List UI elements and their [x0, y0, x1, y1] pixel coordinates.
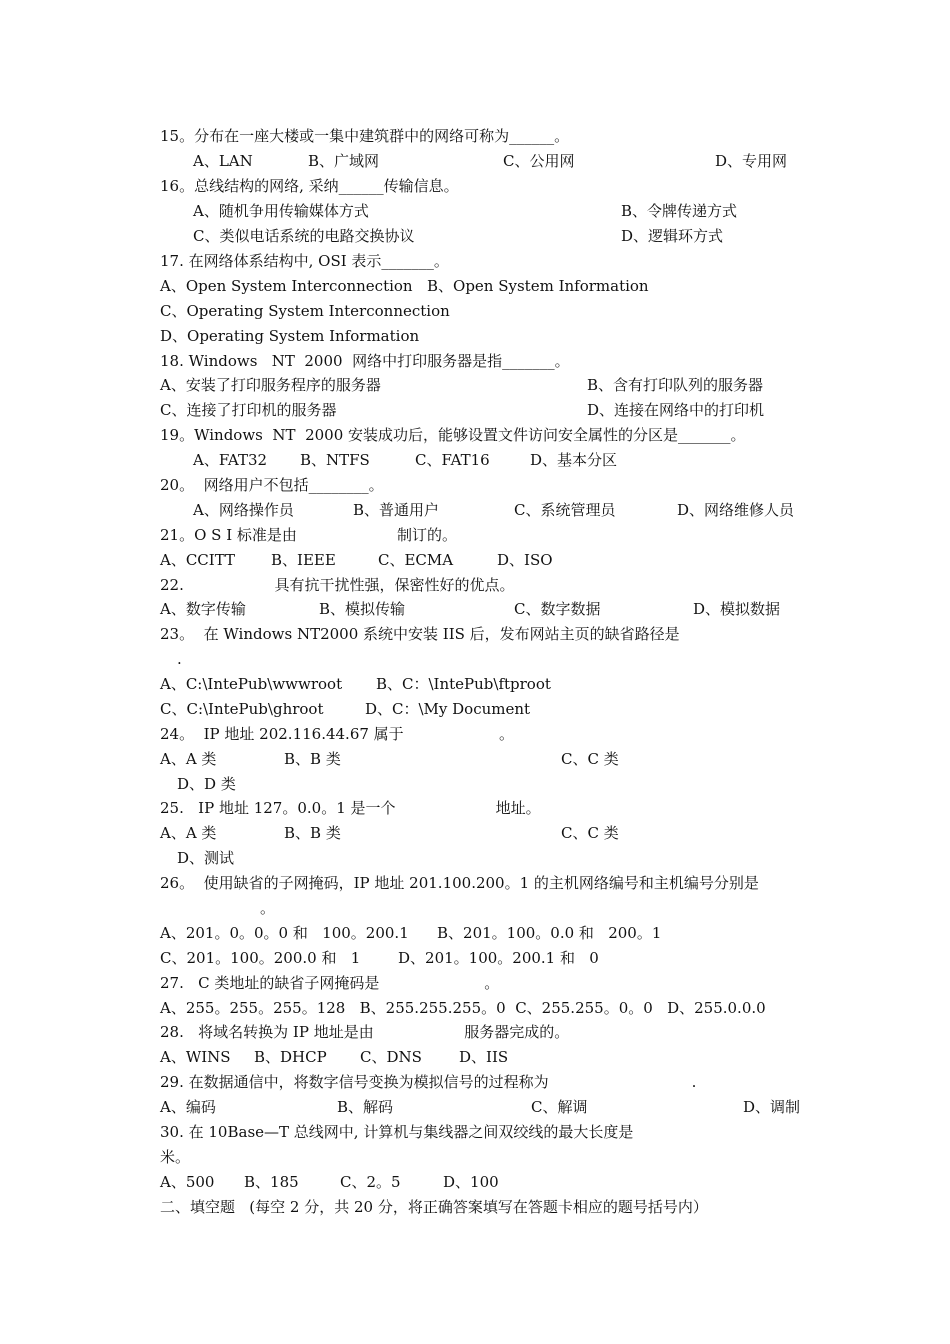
question-24-option-c: C、C 类 [561, 750, 619, 768]
question-20-option-a: A、网络操作员 [193, 501, 294, 519]
question-17-option-b: B、Open System Information [427, 277, 649, 295]
question-15-option-c: C、公用网 [503, 152, 575, 170]
question-22-option-a: A、数字传输 [160, 600, 246, 618]
question-18-stem: 18. Windows NT 2000 网络中打印服务器是指_______。 [160, 352, 570, 370]
question-16-option-a: A、随机争用传输媒体方式 [193, 202, 369, 220]
question-28-stem: 28. 将域名转换为 IP 地址是由 服务器完成的。 [160, 1023, 570, 1041]
question-23-option-a: A、C:\IntePub\wwwroot [160, 675, 343, 693]
question-28-option-a: A、WINS [160, 1048, 231, 1066]
question-24-option-a: A、A 类 [160, 750, 217, 768]
question-29-option-b: B、解码 [337, 1098, 394, 1116]
question-29-option-d: D、调制 [743, 1098, 801, 1116]
question-30-option-c: C、2。5 [340, 1173, 401, 1191]
question-29-option-a: A、编码 [160, 1098, 216, 1116]
question-16-option-c: C、类似电话系统的电路交换协议 [193, 227, 415, 245]
question-19-option-b: B、NTFS [300, 451, 370, 469]
question-18-option-d: D、连接在网络中的打印机 [587, 401, 765, 419]
question-25-stem: 25. IP 地址 127。0.0。1 是一个 地址。 [160, 799, 541, 817]
question-17-stem: 17. 在网络体系结构中, OSI 表示_______。 [160, 252, 449, 270]
question-26-stem: 26。 使用缺省的子网掩码，IP 地址 201.100.200。1 的主机网络编号和主机编号分别是 [160, 874, 759, 892]
question-18-option-b: B、含有打印队列的服务器 [587, 376, 764, 394]
question-24-option-b: B、B 类 [284, 750, 341, 768]
question-15-option-b: B、广域网 [308, 152, 380, 170]
question-17-option-a: A、Open System Interconnection [160, 277, 413, 295]
question-25-option-b: B、B 类 [284, 824, 341, 842]
question-28-option-b: B、DHCP [254, 1048, 327, 1066]
question-26-option-c: C、201。100。200.0 和 1 [160, 949, 361, 967]
question-26-option-b: B、201。100。0.0 和 200。1 [437, 924, 662, 942]
question-25-option-a: A、A 类 [160, 824, 217, 842]
question-30-option-d: D、100 [443, 1173, 499, 1191]
question-22-option-c: C、数字数据 [514, 600, 601, 618]
question-16-option-d: D、逻辑环方式 [621, 227, 724, 245]
question-26-stem-continued: 。 [260, 899, 276, 917]
question-29-option-c: C、解调 [531, 1098, 588, 1116]
question-24-option-d: D、D 类 [177, 775, 236, 793]
question-22-stem: 22. 具有抗干扰性强，保密性好的优点。 [160, 576, 515, 594]
question-26-option-d: D、201。100。200.1 和 0 [398, 949, 599, 967]
question-20-stem: 20。 网络用户不包括________。 [160, 476, 384, 494]
question-20-option-b: B、普通用户 [353, 501, 440, 519]
question-20-option-d: D、网络维修人员 [677, 501, 795, 519]
question-30-option-b: B、185 [244, 1173, 299, 1191]
question-21-option-b: B、IEEE [271, 551, 336, 569]
question-17-option-c: C、Operating System Interconnection [160, 302, 450, 320]
question-25-option-c: C、C 类 [561, 824, 619, 842]
question-30-option-a: A、500 [160, 1173, 215, 1191]
question-21-option-c: C、ECMA [378, 551, 454, 569]
question-30-stem: 30. 在 10Base—T 总线网中, 计算机与集线器之间双绞线的最大长度是 [160, 1123, 634, 1141]
question-20-option-c: C、系统管理员 [514, 501, 616, 519]
question-23-option-b: B、C：\IntePub\ftproot [376, 675, 551, 693]
question-16-option-b: B、令牌传递方式 [621, 202, 738, 220]
question-26-option-a: A、201。0。0。0 和 100。200.1 [160, 924, 409, 942]
question-23-stem: 23。 在 Windows NT2000 系统中安装 IIS 后，发布网站主页的缺省路径是 [160, 625, 680, 643]
question-29-stem: 29. 在数据通信中，将数字信号变换为模拟信号的过程称为 . [160, 1073, 697, 1091]
question-19-option-d: D、基本分区 [530, 451, 618, 469]
question-27-options: A、255。255。255。128 B、255.255.255。0 C、255.255。0。0 D、255.0.0.0 [160, 999, 766, 1017]
question-18-option-c: C、连接了打印机的服务器 [160, 401, 337, 419]
question-21-option-a: A、CCITT [160, 551, 236, 569]
question-25-option-d: D、测试 [177, 849, 235, 867]
question-23-stem-continued: . [177, 650, 182, 668]
question-28-option-d: D、IIS [459, 1048, 509, 1066]
question-19-option-c: C、FAT16 [415, 451, 490, 469]
question-24-stem: 24。 IP 地址 202.116.44.67 属于 。 [160, 725, 515, 743]
section-heading-fill-in: 二、填空题 (每空 2 分，共 20 分，将正确答案填写在答题卡相应的题号括号内） [160, 1198, 708, 1216]
question-22-option-d: D、模拟数据 [693, 600, 781, 618]
question-28-option-c: C、DNS [360, 1048, 422, 1066]
question-17-option-d: D、Operating System Information [160, 327, 420, 345]
question-19-option-a: A、FAT32 [193, 451, 268, 469]
question-18-option-a: A、安装了打印服务程序的服务器 [160, 376, 381, 394]
question-30-stem-continued: 米。 [160, 1148, 191, 1166]
question-27-stem: 27. C 类地址的缺省子网掩码是 。 [160, 974, 500, 992]
question-21-option-d: D、ISO [497, 551, 553, 569]
question-15-option-d: D、专用网 [715, 152, 788, 170]
question-15-option-a: A、LAN [193, 152, 253, 170]
question-23-option-d: D、C：\My Document [365, 700, 531, 718]
question-16-stem: 16。总线结构的网络, 采纳______传输信息。 [160, 177, 459, 195]
question-15-stem: 15。分布在一座大楼或一集中建筑群中的网络可称为______。 [160, 127, 570, 145]
question-21-stem: 21。O S I 标准是由 制订的。 [160, 526, 458, 544]
question-23-option-c: C、C:\IntePub\ghroot [160, 700, 324, 718]
question-22-option-b: B、模拟传输 [319, 600, 406, 618]
question-19-stem: 19。Windows NT 2000 安装成功后，能够设置文件访问安全属性的分区是_______。 [160, 426, 746, 444]
